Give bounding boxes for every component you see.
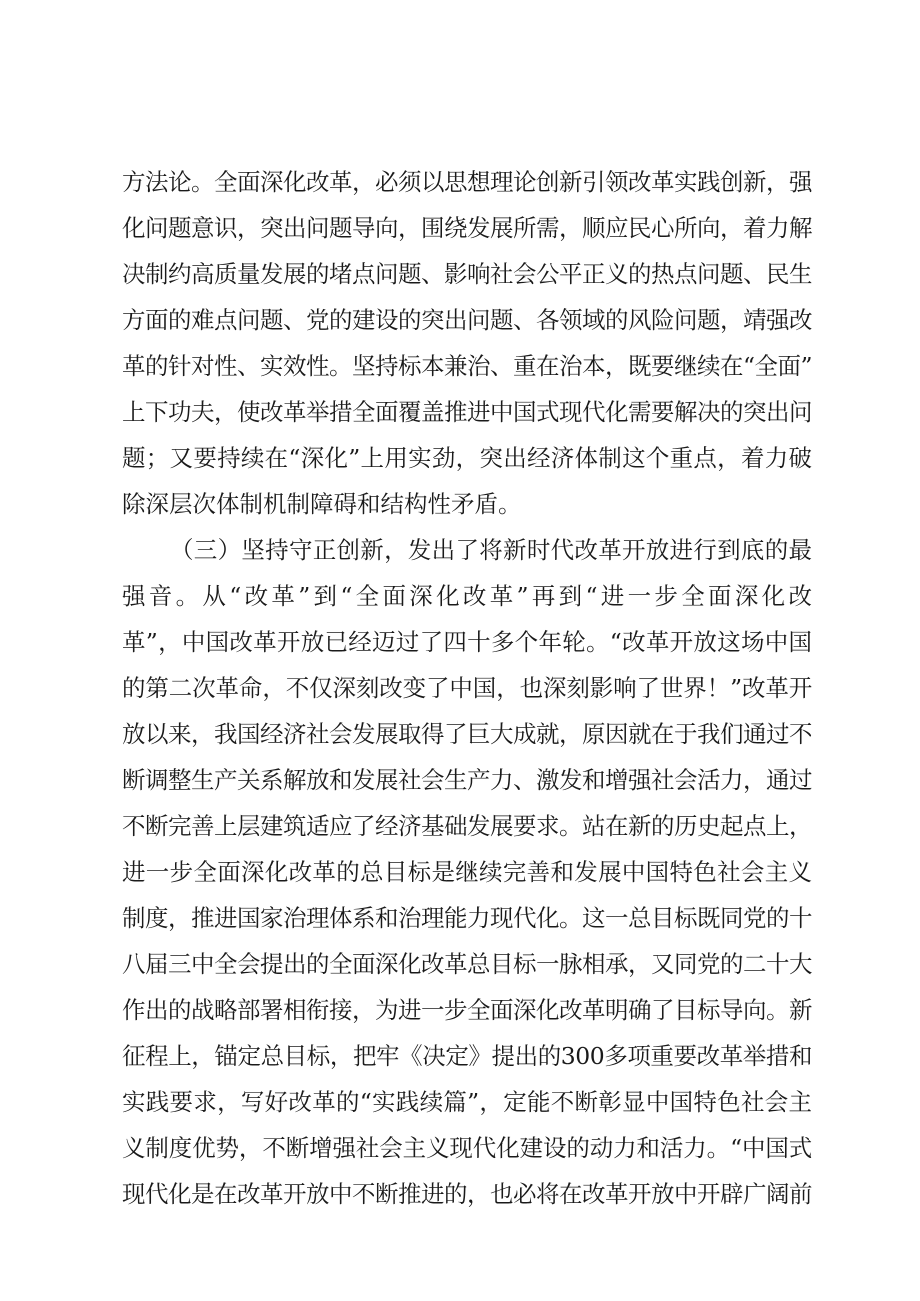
text-line: 八届三中全会提出的全面深化改革总目标一脉相承，又同党的二十大 — [122, 950, 812, 978]
text-line: 方面的难点问题、党的建设的突出问题、各领域的风险问题，靖强改 — [122, 306, 812, 334]
text-line: 化问题意识，突出问题导向，围绕发展所需，顺应民心所向，着力解 — [122, 214, 812, 242]
text-line: 除深层次体制机制障碍和结构性矛盾。 — [122, 490, 522, 518]
text-line: 革的针对性、实效性。坚持标本兼治、重在治本，既要继续在“全面” — [122, 352, 813, 380]
text-line: 不断完善上层建筑适应了经济基础发展要求。站在新的历史起点上， — [122, 812, 812, 840]
text-line: 方法论。全面深化改革，必须以思想理论创新引领改革实践创新，强 — [122, 168, 812, 196]
text-line: 制度，推进国家治理体系和治理能力现代化。这一总目标既同党的十 — [122, 904, 812, 932]
text-line: 义制度优势，不断增强社会主义现代化建设的动力和活力。“中国式 — [122, 1134, 812, 1162]
text-line: 题；又要持续在“深化”上用实劲，突出经济体制这个重点，着力破 — [122, 444, 812, 472]
text-line: 上下功夫，使改革举措全面覆盖推进中国式现代化需要解决的突出问 — [122, 398, 812, 426]
text-line: 放以来，我国经济社会发展取得了巨大成就，原因就在于我们通过不 — [122, 720, 812, 748]
text-line: 革”，中国改革开放已经迈过了四十多个年轮。“改革开放这场中国 — [122, 628, 812, 656]
text-line: 实践要求，写好改革的“实践续篇”，定能不断彰显中国特色社会主 — [122, 1088, 812, 1116]
text-line: 进一步全面深化改革的总目标是继续完善和发展中国特色社会主义 — [122, 858, 812, 886]
text-line: 决制约高质量发展的堵点问题、影响社会公平正义的热点问题、民生 — [122, 260, 812, 288]
paragraph-heading-line: （三）坚持守正创新，发出了将新时代改革开放进行到底的最 — [170, 536, 812, 564]
text-line: 征程上，锚定总目标，把牢《决定》提出的300多项重要改革举措和 — [122, 1042, 812, 1070]
text-line: 的第二次革命，不仅深刻改变了中国，也深刻影响了世界！”改革开 — [122, 674, 812, 702]
text-line: 现代化是在改革开放中不断推进的，也必将在改革开放中开辟广阔前 — [122, 1180, 812, 1208]
text-line: 断调整生产关系解放和发展社会生产力、激发和增强社会活力，通过 — [122, 766, 812, 794]
text-line: 强音。从“改革”到“全面深化改革”再到“进一步全面深化改 — [122, 582, 812, 610]
text-line: 作出的战略部署相衔接，为进一步全面深化改革明确了目标导向。新 — [122, 996, 812, 1024]
